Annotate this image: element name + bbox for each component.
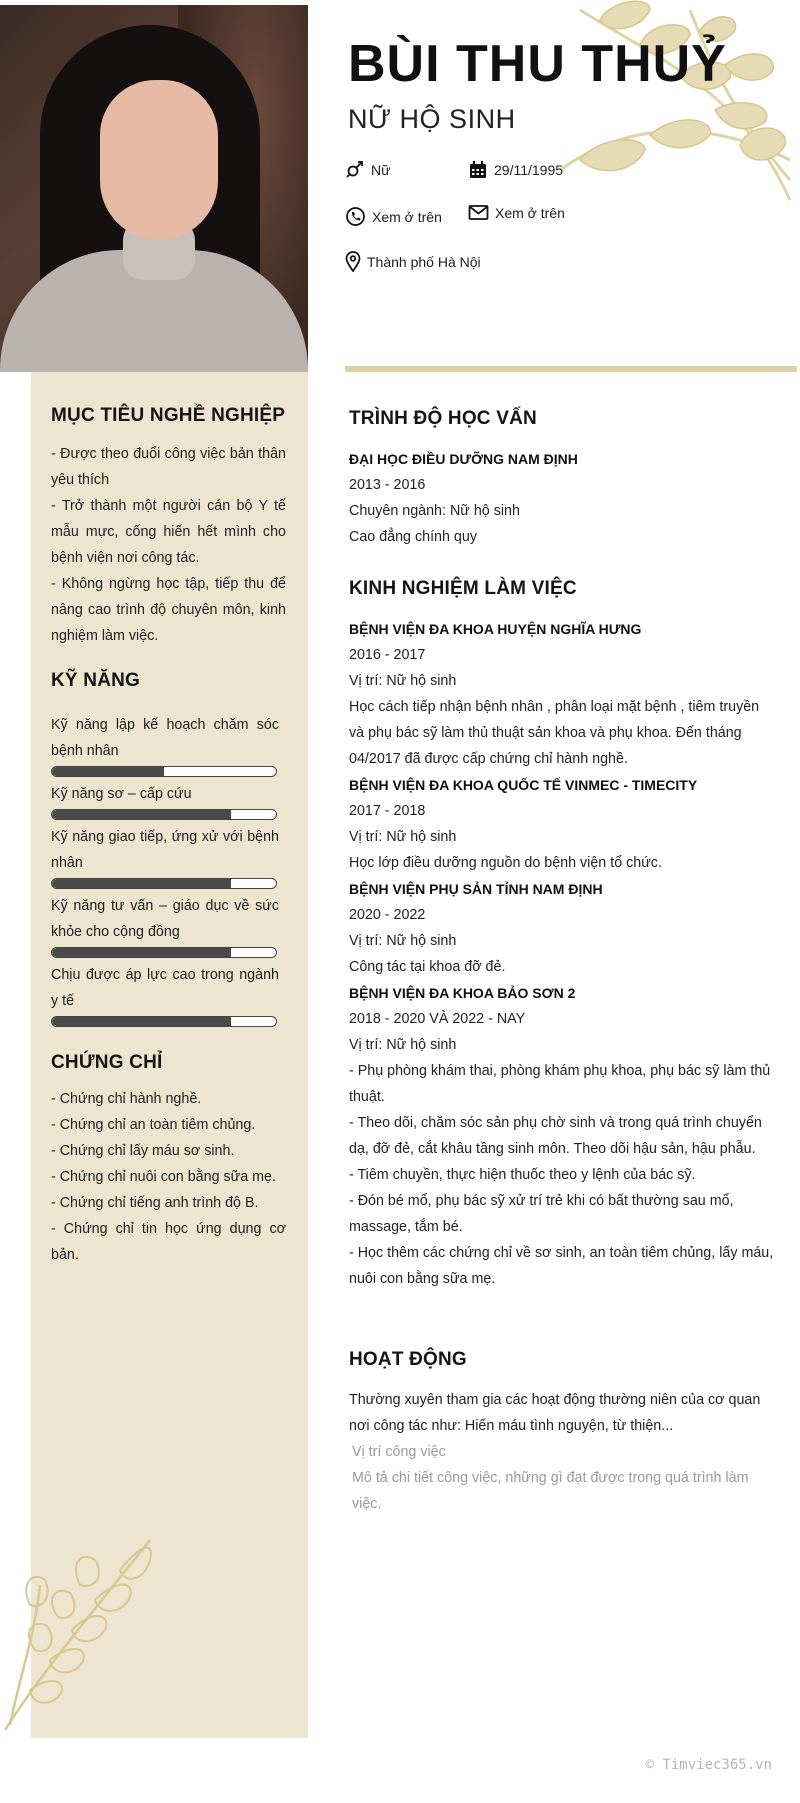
school-name: ĐẠI HỌC ĐIỀU DƯỠNG NAM ĐỊNH (349, 451, 578, 467)
career-objective-section (51, 405, 286, 649)
activities-title: HOẠT ĐỘNG (349, 1349, 467, 1370)
certificates-section (51, 1052, 286, 1268)
job-detail: Công tác tại khoa đỡ đẻ. (349, 959, 506, 975)
skills-section (51, 670, 286, 1031)
certificates-title: CHỨNG CHỈ (51, 1052, 163, 1073)
skill-label: Kỹ năng sơ – cấp cứu (51, 786, 192, 802)
skill-bar (51, 947, 277, 958)
objective-line: - Được theo đuổi công việc bản thân yêu thích (51, 446, 286, 488)
skill-label: Kỹ năng tư vấn – giáo dục về sức khỏe cho cộng đồng (51, 898, 279, 940)
experience-section (349, 578, 777, 1292)
job-entry (349, 980, 777, 1292)
skill-bar-fill (52, 767, 164, 776)
gender-icon (345, 160, 365, 180)
certificate-item: - Chứng chỉ tin học ứng dụng cơ bản. (51, 1221, 286, 1263)
experience-title: KINH NGHIỆM LÀM VIỆC (349, 578, 577, 599)
birthday-value: 29/11/1995 (494, 162, 564, 178)
skill-item (51, 962, 286, 1027)
skill-label: Kỹ năng giao tiếp, ứng xử với bệnh nhân (51, 829, 279, 871)
address-value: Thành phố Hà Nội (367, 253, 481, 270)
job-period: 2017 - 2018 (349, 803, 426, 819)
objective-title: MỤC TIÊU NGHỀ NGHIỆP (51, 405, 286, 426)
email-info (468, 204, 565, 221)
job-title: NỮ HỘ SINH (348, 104, 516, 134)
skill-bar-fill (52, 810, 231, 819)
activities-section (349, 1349, 777, 1517)
job-position: Vị trí: Nữ hộ sinh (349, 933, 457, 949)
employer-name: BỆNH VIỆN PHỤ SẢN TỈNH NAM ĐỊNH (349, 881, 603, 897)
candidate-name: BÙI THU THUỶ (348, 35, 727, 93)
activity-position-placeholder: Vị trí công việc (352, 1444, 446, 1460)
phone-value: Xem ở trên (372, 208, 442, 225)
skill-label: Chịu được áp lực cao trong ngành y tế (51, 967, 279, 1009)
skill-label: Kỹ năng lập kế hoạch chăm sóc bệnh nhân (51, 717, 279, 759)
job-position: Vị trí: Nữ hộ sinh (349, 673, 457, 689)
skill-bar (51, 809, 277, 820)
skills-title: KỸ NĂNG (51, 670, 141, 691)
education-period: 2013 - 2016 (349, 477, 426, 493)
education-major: Chuyên ngành: Nữ hộ sinh (349, 503, 520, 519)
job-detail: - Tiêm chuyền, thực hiện thuốc theo y lệnh của bác sỹ. (349, 1167, 696, 1183)
job-entry (349, 772, 777, 876)
job-detail: - Theo dõi, chăm sóc sản phụ chờ sinh và trong quá trình chuyển dạ, đỡ đẻ, cắt khâu tầng sinh môn. Theo dõi hậu sản, hậu phẫu. (349, 1115, 762, 1157)
phone-info (345, 206, 442, 227)
job-detail: - Đón bé mổ, phụ bác sỹ xử trí trẻ khi có bất thường sau mổ, massage, tắm bé. (349, 1193, 734, 1235)
address-info (345, 251, 481, 272)
calendar-icon (468, 160, 488, 180)
skill-bar-fill (52, 879, 231, 888)
education-section (349, 408, 777, 550)
header-divider (345, 366, 797, 372)
phone-icon (345, 206, 366, 227)
employer-name: BỆNH VIỆN ĐA KHOA BẢO SƠN 2 (349, 985, 576, 1001)
job-position: Vị trí: Nữ hộ sinh (349, 829, 457, 845)
email-value: Xem ở trên (495, 204, 565, 221)
employer-name: BỆNH VIỆN ĐA KHOA HUYỆN NGHĨA HƯNG (349, 621, 642, 637)
activity-description-placeholder: Mô tả chi tiết công việc, những gì đạt được trong quá trình làm việc. (352, 1470, 749, 1512)
activities-text: Thường xuyên tham gia các hoạt động thường niên của cơ quan nơi công tác như: Hiến máu tình nguyện, từ thiện... (349, 1392, 761, 1434)
skill-bar (51, 1016, 277, 1027)
job-position: Vị trí: Nữ hộ sinh (349, 1037, 457, 1053)
job-period: 2018 - 2020 VÀ 2022 - NAY (349, 1011, 526, 1027)
objective-line: - Trở thành một người cán bộ Y tế mẫu mực, cống hiến hết mình cho bệnh viện nơi công tác. (51, 498, 286, 566)
certificate-item: - Chứng chỉ hành nghề. (51, 1091, 202, 1107)
objective-line: - Không ngừng học tập, tiếp thu để nâng cao trình độ chuyên môn, kinh nghiệm làm việc. (51, 576, 286, 644)
certificate-item: - Chứng chỉ an toàn tiêm chủng. (51, 1117, 256, 1133)
skill-bar (51, 766, 277, 777)
gender-value: Nữ (371, 162, 391, 178)
skill-item (51, 893, 286, 958)
watermark: © Timviec365.vn (645, 1757, 772, 1773)
leaf-decoration-bottom (0, 1525, 160, 1740)
skill-bar (51, 878, 277, 889)
certificate-item: - Chứng chỉ lấy máu sơ sinh. (51, 1143, 235, 1159)
education-title: TRÌNH ĐỘ HỌC VẤN (349, 408, 537, 429)
job-detail: Học lớp điều dưỡng nguồn do bệnh viện tổ chức. (349, 855, 662, 871)
job-detail: - Học thêm các chứng chỉ về sơ sinh, an toàn tiêm chủng, lấy máu, nuôi con bằng sữa mẹ. (349, 1245, 774, 1287)
certificate-item: - Chứng chỉ nuôi con bằng sữa mẹ. (51, 1169, 276, 1185)
profile-photo (0, 5, 308, 372)
certificate-item: - Chứng chỉ tiếng anh trình độ B. (51, 1195, 259, 1211)
skill-bar-fill (52, 948, 231, 957)
mail-icon (468, 204, 489, 221)
birthday-info (468, 160, 563, 180)
education-type: Cao đẳng chính quy (349, 529, 477, 545)
job-period: 2020 - 2022 (349, 907, 426, 923)
employer-name: BỆNH VIỆN ĐA KHOA QUỐC TẾ VINMEC - TIMECITY (349, 777, 698, 793)
job-detail: Học cách tiếp nhận bệnh nhân , phân loại mặt bệnh , tiêm truyền và phụ bác sỹ làm thủ thuật sản khoa và phụ khoa. Đến tháng 04/2017 đã được cấp chứng chỉ hành nghề. (349, 699, 760, 767)
skill-item (51, 712, 286, 777)
skill-item (51, 824, 286, 889)
location-icon (345, 251, 361, 272)
job-period: 2016 - 2017 (349, 647, 426, 663)
job-detail: - Phụ phòng khám thai, phòng khám phụ khoa, phụ bác sỹ làm thủ thuật. (349, 1063, 771, 1105)
skill-item (51, 781, 286, 820)
job-entry (349, 876, 777, 980)
skill-bar-fill (52, 1017, 231, 1026)
job-entry (349, 616, 777, 772)
gender-info (345, 160, 390, 180)
